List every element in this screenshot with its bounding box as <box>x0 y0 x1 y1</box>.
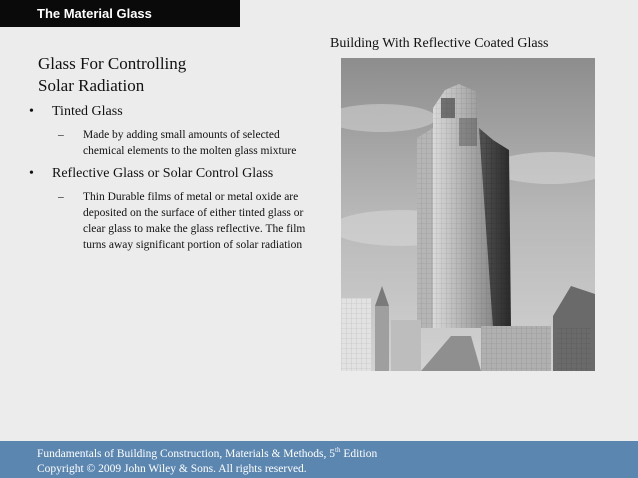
bullet-icon: • <box>29 104 34 119</box>
reflective-tower-illustration <box>341 58 595 371</box>
bullet-label: Tinted Glass <box>52 104 123 119</box>
photo-caption: Building With Reflective Coated Glass <box>330 36 549 51</box>
heading-line-2: Solar Radiation <box>38 76 145 95</box>
bullet-item <box>0 103 330 121</box>
slide-heading <box>38 53 186 97</box>
sub-bullet-text: Thin Durable films of metal or metal oxide are deposited on the surface of either tinted glass or clear glass to make the glass reflective. The film turns away significant portion of solar radiation <box>83 191 306 251</box>
footer-copyright: Copyright © 2009 John Wiley & Sons. All rights reserved. <box>37 463 307 475</box>
bullet-icon: • <box>29 166 34 181</box>
bullet-label: Reflective Glass or Solar Control Glass <box>52 166 274 181</box>
heading-line-1: Glass For Controlling <box>38 54 187 73</box>
slide-footer <box>0 441 638 478</box>
section-tab: The Material Glass <box>0 0 240 27</box>
sub-bullet-item <box>0 127 310 159</box>
footer-citation: Fundamentals of Building Construction, Materials & Methods, 5th Edition <box>37 446 378 460</box>
bullet-list <box>0 103 330 253</box>
building-photo <box>341 58 595 371</box>
dash-icon: – <box>58 191 64 203</box>
sub-bullet-item <box>0 189 310 253</box>
bullet-item <box>0 165 330 183</box>
dash-icon: – <box>58 129 64 141</box>
sub-bullet-text: Made by adding small amounts of selected chemical elements to the molten glass mixture <box>83 129 297 157</box>
